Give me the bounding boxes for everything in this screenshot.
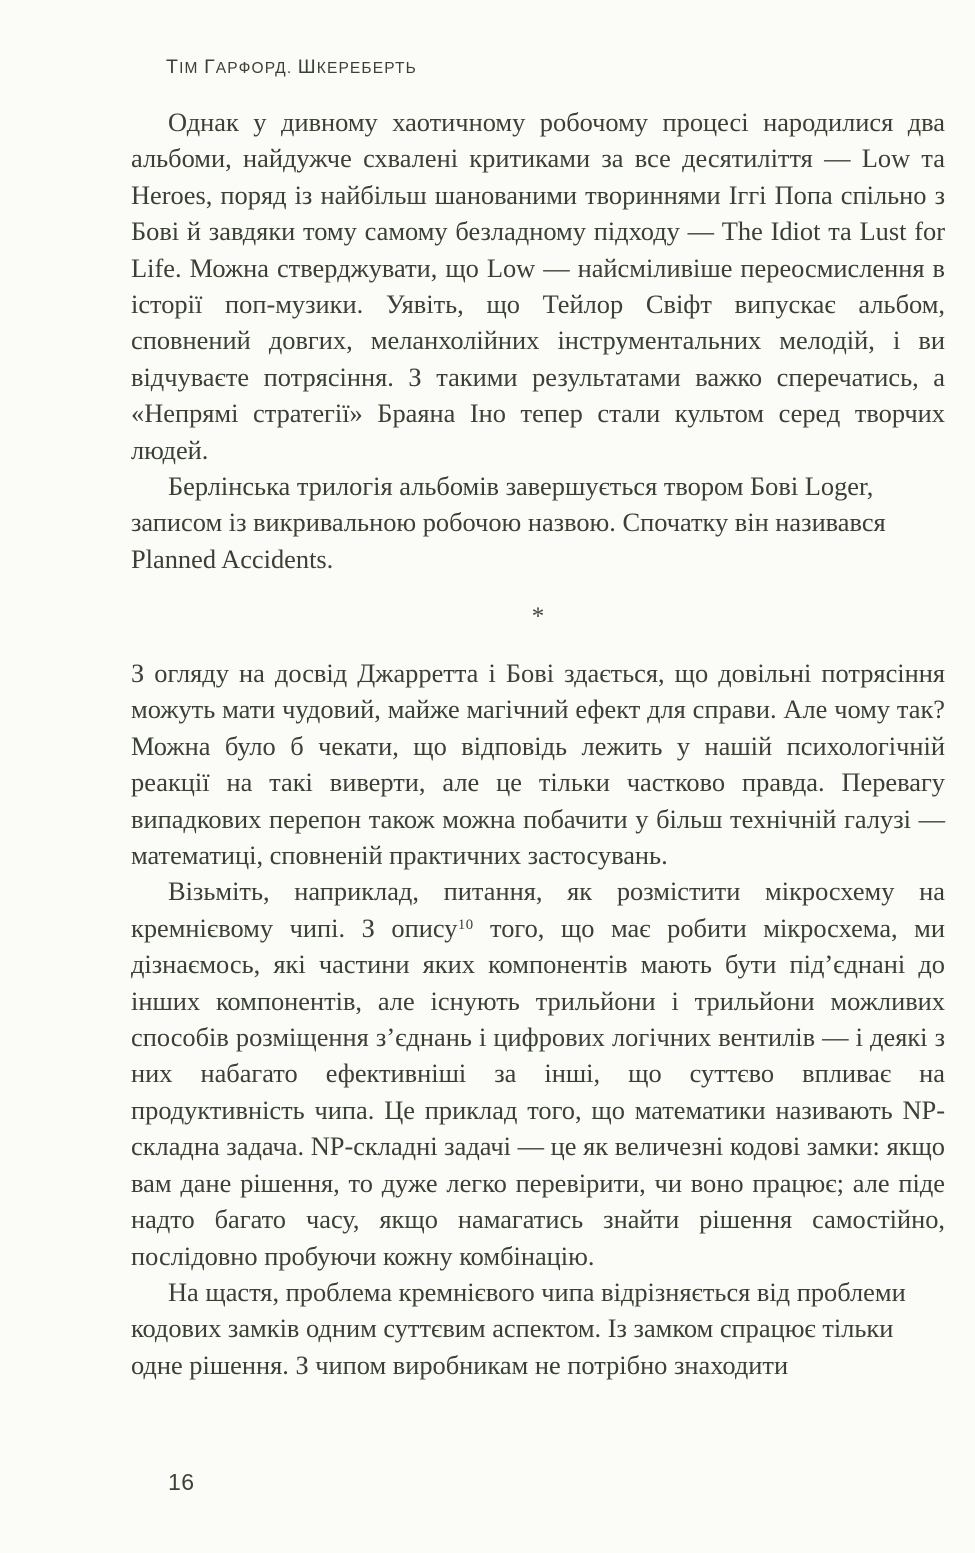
paragraph (131, 1274, 945, 1383)
running-header (166, 56, 417, 79)
running-header-text: ТІМ ГАРФОРД. ШКЕРЕБЕРТЬ (166, 56, 417, 78)
paragraph-text-cont: того, що має робити мікросхема, ми дізнаємось, які частини яких компонентів мають бути під’єднані до інших компонентів, але існують трильйони і трильйони можливих способів розміщення з’єднань і цифрових логічних вентилів — і деякі з них набагато ефективніші за інші, що суттєво впливає на продуктивність чипа. Це приклад того, що математики називають NP-складна задача. NP-складні задачі — це як величезні кодові замки: якщо вам дане рішення, то дуже легко перевірити, чи воно працює; але піде надто багато часу, якщо намагатись знайти рішення самостійно, послідовно пробуючи кожну комбінацію. (131, 912, 946, 1271)
text-block-lower (131, 655, 945, 1383)
text-block-upper (131, 104, 945, 577)
paragraph-text: З огляду на досвід Джарретта і Бові здається, що довільні потрясіння можуть мати чудовий, майже магічний ефект для справи. Але чому так? Можна було б чекати, що відповідь лежить у нашій психологічній реакції на такі виверти, але це тільки частково правда. Перевагу випадкових перепон також можна побачити у більш технічній галузі — математиці, сповненій практичних застосувань. (131, 658, 945, 871)
paragraph: Однак у дивному хаотичному робочому процесі народилися два альбоми, найдужче схвалені критиками за все десятиліття — Low та Heroes, поряд із найбільш шанованими твориннями Іггі Попа спільно з Бові й завдяки тому самому безладному підходу — The Idiot та Lust for Life. Можна стверджувати, що Low — найсміливіше переосмислення в історії поп-музики. Уявіть, що Тейлор Свіфт випускає альбом, сповнений довгих, меланхолійних інструментальних мелодій, і ви відчуваєте потрясіння. З такими результатами важко сперечатись, а «Непрямі стратегії» Браяна Іно тепер стали культом серед творчих людей. (131, 107, 945, 465)
footnote-reference[interactable]: 10 (457, 917, 474, 934)
paragraph (131, 873, 945, 1273)
paragraph-text: Візьміть, наприклад, питання, як розмістити мікросхему на кремнієвому чипі. З опису (131, 876, 945, 943)
section-break (131, 602, 945, 632)
page-number: 16 (168, 1469, 195, 1495)
paragraph-text: На щастя, проблема кремнієвого чипа відрізняється від проблеми кодових замків одним суттєвим аспектом. Із замком спрацює тільки одне рішення. З чипом виробникам не потрібно знаходити (131, 1276, 906, 1380)
paragraph: Берлінська трилогія альбомів завершується твором Бові Loger, записом із викривальною робочою назвою. Спочатку він називався Planned Accidents. (131, 471, 886, 574)
paragraph (131, 655, 945, 873)
asterisk-icon: * (531, 603, 545, 630)
